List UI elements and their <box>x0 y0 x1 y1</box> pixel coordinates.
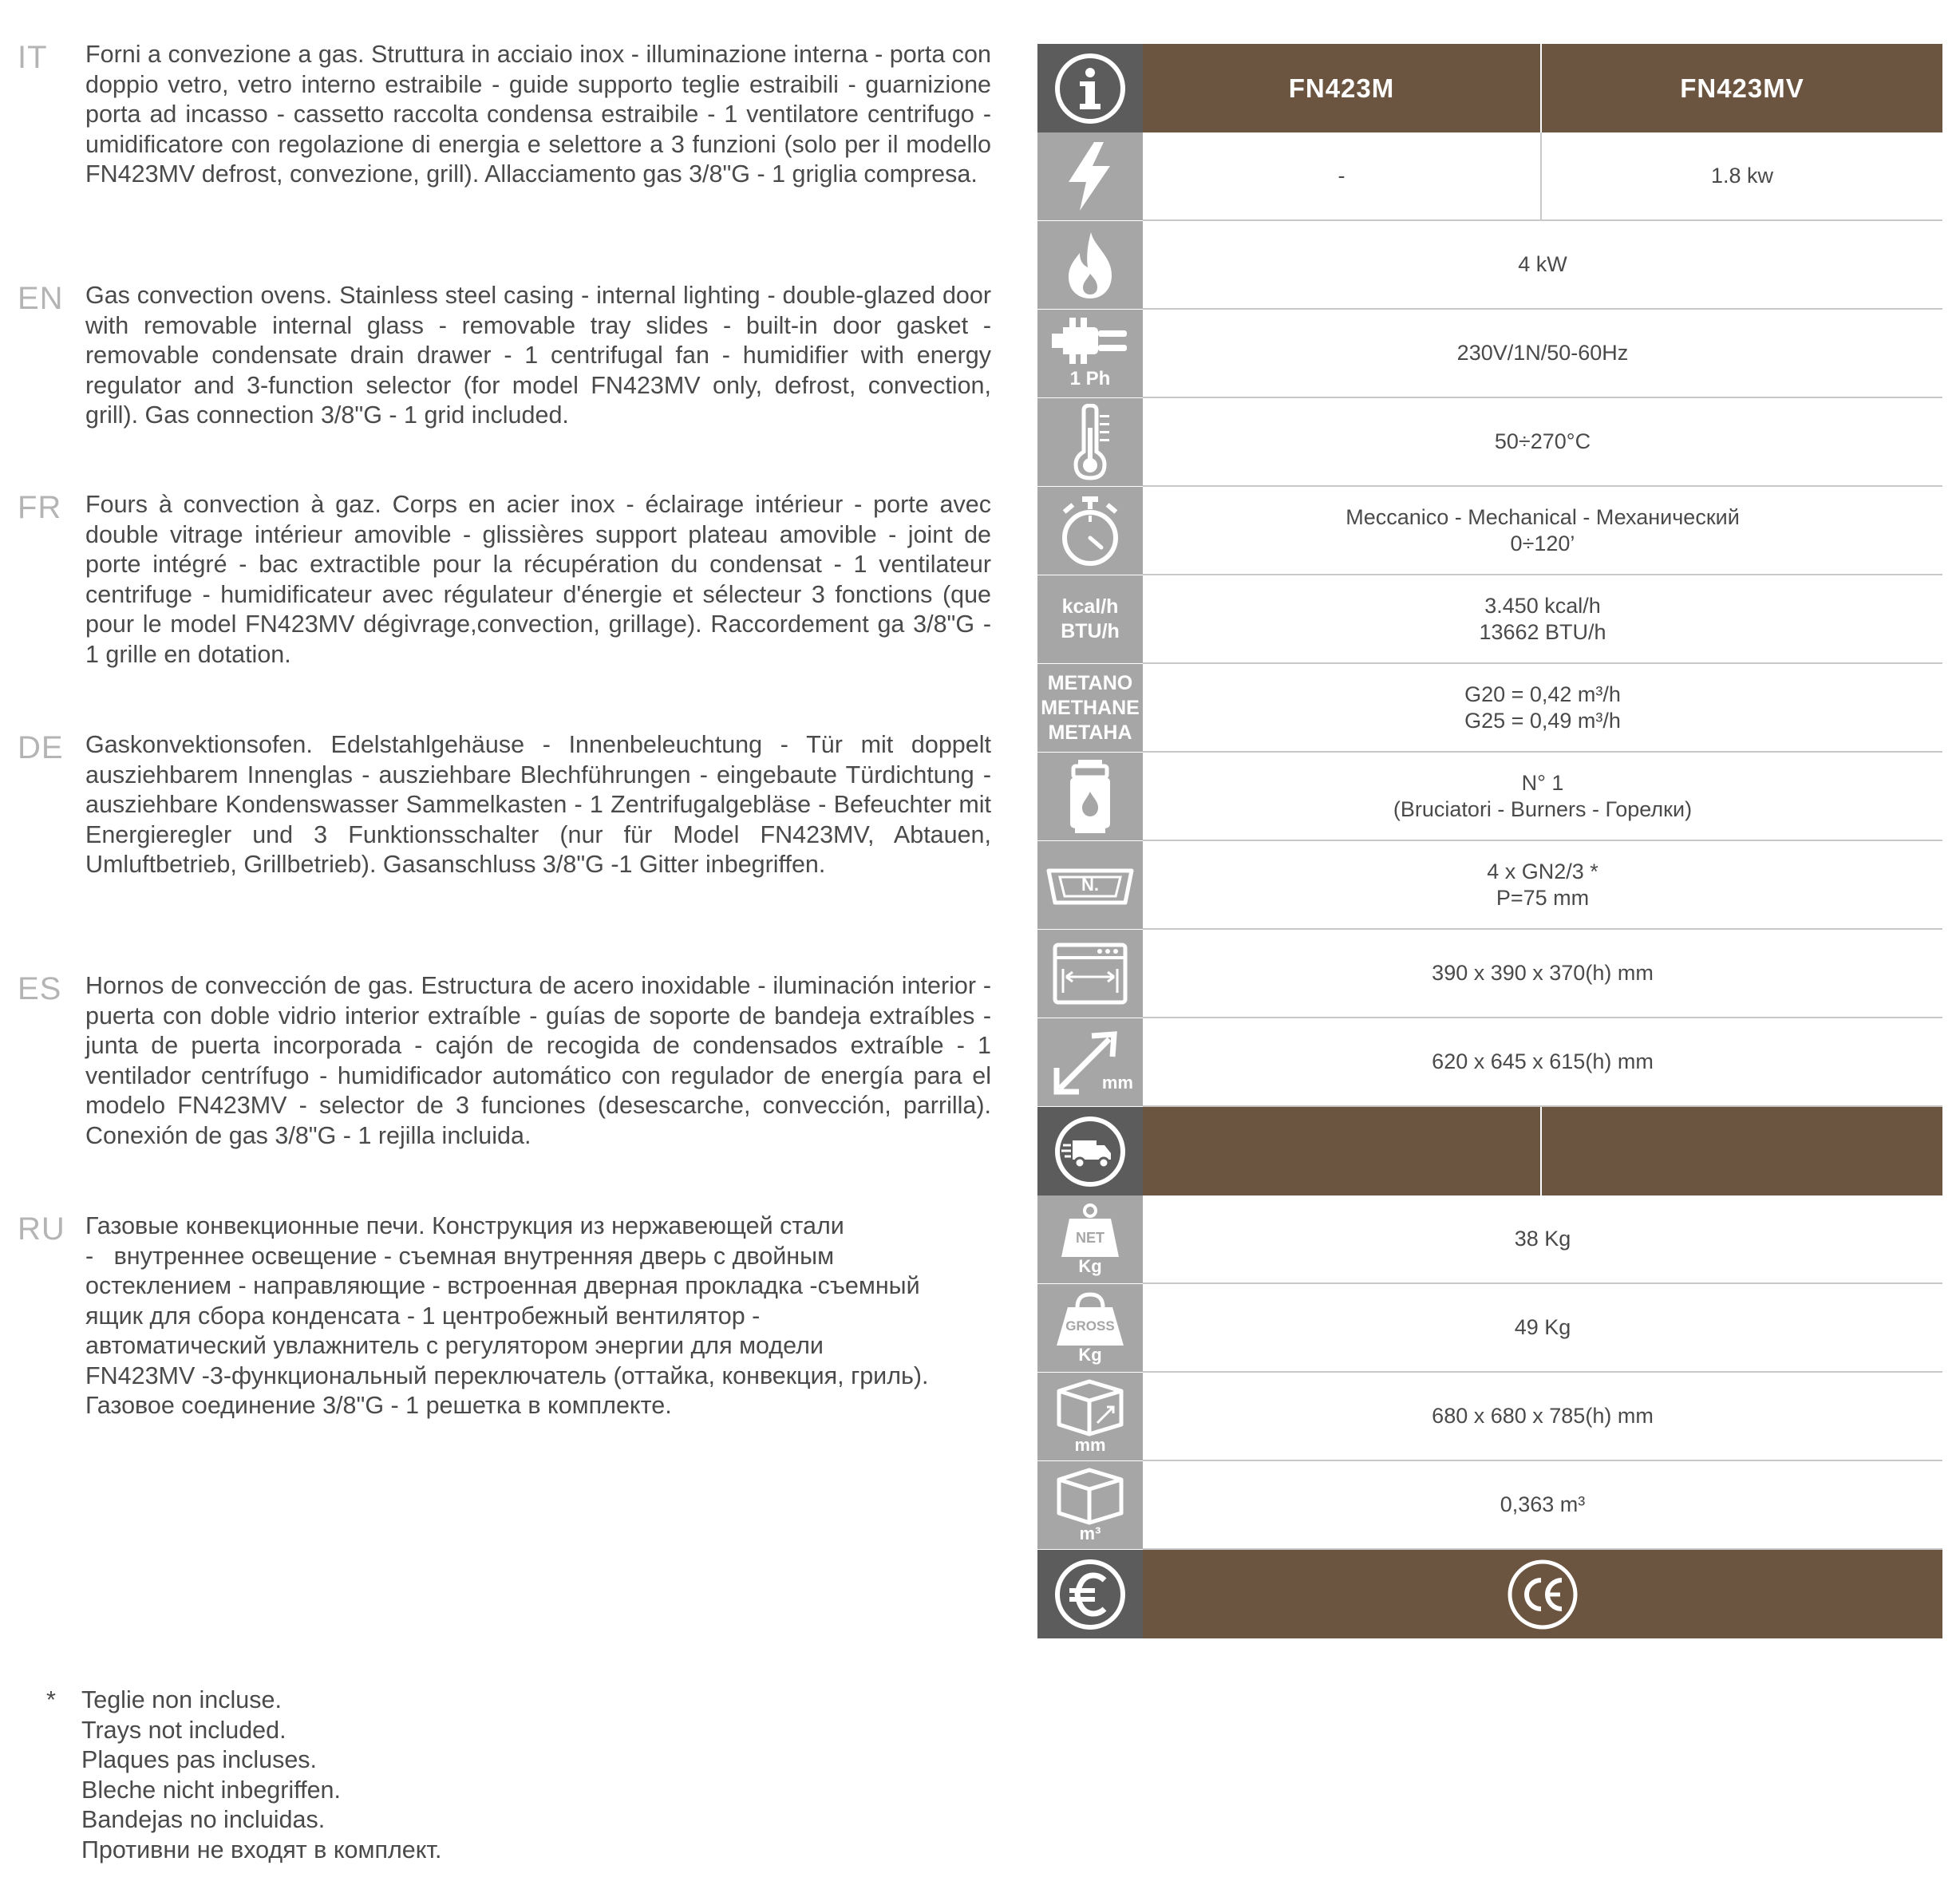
spec-row-package-volume <box>1037 1461 1942 1550</box>
heat-output-value <box>1143 575 1942 664</box>
kg-label: Kg <box>1078 1345 1102 1365</box>
burners-value <box>1143 753 1942 841</box>
trays-capacity: 4 x GN2/3 * <box>1487 859 1598 883</box>
description-fr <box>18 490 991 670</box>
footnote-line: Trays not included. <box>81 1716 286 1744</box>
spec-row-external-size <box>1037 1018 1942 1107</box>
lang-code: ES <box>18 971 62 1006</box>
text-line: автоматический увлажнитель с регулятором энергии для модели <box>85 1332 824 1359</box>
temperature-value: 50÷270°C <box>1143 398 1942 487</box>
description-ru <box>18 1211 991 1421</box>
methane-label-en: METHANE <box>1041 696 1140 719</box>
m3-label: m³ <box>1079 1523 1101 1543</box>
gross-weight-icon <box>1037 1284 1143 1373</box>
trays-pitch: P=75 mm <box>1496 885 1590 910</box>
spec-row-burners <box>1037 753 1942 841</box>
spec-row-trays <box>1037 841 1942 930</box>
lang-code: EN <box>18 281 64 316</box>
description-text: Gaskonvektionsofen. Edelstahlgehäuse - Innenbeleuchtung - Tür mit doppelt ausziehbarem Innenglas - ausziehbare Blechführungen - eingebaute Türdichtung - ausziehbare Kondenswasser Sammelkasten - 1 Zentrifugalgebläse - Befeuchter mit Energieregler und 3 Funktionsschalter (nur für Model FN423MV, Abtauen, Umluftbetrieb, Grillbetrieb). Gasanschluss 3/8"G -1 Gitter inbegriffen. <box>85 731 991 878</box>
description-it <box>18 40 991 190</box>
package-size-value: 680 x 680 x 785(h) mm <box>1143 1373 1942 1461</box>
spec-row-package-size <box>1037 1373 1942 1461</box>
package-size-icon <box>1037 1373 1143 1461</box>
dimensions-arrow-icon <box>1037 1018 1143 1107</box>
shipping-model-1 <box>1143 1107 1542 1195</box>
burners-label: (Bruciatori - Burners - Горелки) <box>1393 796 1693 821</box>
info-icon <box>1037 44 1143 132</box>
footnote-line: Противни не входят в комплект. <box>81 1836 442 1863</box>
oven-chamber-icon <box>1037 930 1143 1018</box>
net-weight-value: 38 Kg <box>1143 1195 1942 1284</box>
description-text <box>85 1211 991 1421</box>
spec-shipping-header-row <box>1037 1107 1942 1195</box>
mm-label: mm <box>1074 1435 1106 1455</box>
spec-row-heat-output <box>1037 575 1942 664</box>
timer-value <box>1143 487 1942 575</box>
burners-count: N° 1 <box>1521 770 1564 795</box>
spec-row-gas-consumption <box>1037 664 1942 753</box>
mm-label: mm <box>1101 1073 1133 1093</box>
footnote-line: Teglie non incluse. <box>81 1686 282 1713</box>
description-es <box>18 971 991 1151</box>
spec-row-gas-power <box>1037 221 1942 310</box>
net-label: NET <box>1076 1230 1104 1246</box>
external-size-value: 620 x 645 x 615(h) mm <box>1143 1018 1942 1107</box>
heat-output-btu: 13662 BTU/h <box>1479 619 1606 644</box>
methane-label-it: METANO <box>1047 671 1133 694</box>
thermometer-icon <box>1037 398 1143 487</box>
lang-code: IT <box>18 40 48 75</box>
text-line: FN423MV -3-функциональный переключатель (оттайка, конвекция, гриль). <box>85 1361 929 1389</box>
text-line: Газовые конвекционные печи. Конструкция из нержавеющей стали <box>85 1212 844 1239</box>
gross-weight-value: 49 Kg <box>1143 1284 1942 1373</box>
lang-code: DE <box>18 730 64 765</box>
tray-icon <box>1037 841 1143 930</box>
heat-output-icon <box>1037 575 1143 664</box>
ce-mark-cell <box>1143 1550 1942 1638</box>
gas-consumption-g20: G20 = 0,42 m³/h <box>1464 682 1621 706</box>
spec-row-net-weight <box>1037 1195 1942 1284</box>
tray-number-label: N. <box>1081 875 1099 895</box>
heat-output-kcal: 3.450 kcal/h <box>1484 593 1601 618</box>
trays-value <box>1143 841 1942 930</box>
text-line: ящик для сбора конденсата - 1 центробежный вентилятор - <box>85 1302 761 1330</box>
spec-table <box>1037 44 1942 1638</box>
description-text: Forni a convezione a gas. Struttura in acciaio inox - illuminazione interna - porta con doppio vetro, vetro interno estraibile - guide supporto teglie estraibili - guarnizione porta ad incasso - cassetto raccolta condensa estraibile - 1 ventilatore centrifugo - umidificatore con regolazione di energia e selettore a 3 funzioni (solo per il modello FN423MV defrost, convezione, grill). Allacciamento gas 3/8"G - 1 griglia compresa. <box>85 41 991 188</box>
text-line: - внутреннее освещение - съемная внутренняя дверь с двойным <box>85 1242 835 1270</box>
spec-row-gross-weight <box>1037 1284 1942 1373</box>
text-line: остеклением - направляющие - встроенная дверная прокладка -съемный <box>85 1272 920 1299</box>
description-text: Gas convection ovens. Stainless steel casing - internal lighting - double-glazed door with removable internal glass - removable tray slides - built-in door gasket - removable condensate drain drawer - 1 centrifugal fan - humidifier with energy regulator and 3-function selector (for model FN423MV only, defrost, convection, grill). Gas connection 3/8"G - 1 grid included. <box>85 282 991 429</box>
methane-label-ru: METAHA <box>1048 721 1132 744</box>
spec-row-chamber-size <box>1037 930 1942 1018</box>
spec-row-power-supply <box>1037 310 1942 398</box>
lightning-icon <box>1037 132 1143 221</box>
package-volume-icon <box>1037 1461 1143 1550</box>
kcal-label: kcal/h <box>1061 595 1119 618</box>
model-2-header: FN423MV <box>1542 44 1942 132</box>
electric-power-model-2: 1.8 kw <box>1542 132 1942 221</box>
footnote-line: Plaques pas incluses. <box>81 1746 318 1773</box>
model-1-header: FN423M <box>1143 44 1542 132</box>
timer-range: 0÷120’ <box>1510 531 1575 555</box>
gas-power-value: 4 kW <box>1143 221 1942 310</box>
plug-icon <box>1037 310 1143 398</box>
footnote-line: Bleche nicht inbegriffen. <box>81 1776 341 1804</box>
description-text: Hornos de convección de gas. Estructura de acero inoxidable - iluminación interior - puerta con doble vidrio interior extraíble - guías de soporte de bandeja extraíbles - junta de puerta incorporada - cajón de recogida de condensados extraíble - 1 ventilador centrífugo - humidificador automático con regulador de energía para el modelo FN423MV - selector de 3 funciones (desescarche, convección, parrilla). Conexión de gas 3/8"G - 1 rejilla incluida. <box>85 972 991 1149</box>
spec-row-temperature <box>1037 398 1942 487</box>
spec-row-timer <box>1037 487 1942 575</box>
description-en <box>18 281 991 431</box>
gross-label: GROSS <box>1065 1318 1115 1334</box>
description-de <box>18 730 991 880</box>
spec-row-electric-power <box>1037 132 1942 221</box>
euro-icon <box>1037 1550 1143 1638</box>
ce-mark-icon <box>1506 1558 1579 1631</box>
footnote-line: Bandejas no incluidas. <box>81 1806 326 1833</box>
kg-label: Kg <box>1078 1256 1102 1276</box>
description-text: Fours à convection à gaz. Corps en acier inox - éclairage intérieur - porte avec double vitrage intérieur amovible - glissières support plateau amovible - joint de porte intégré - bac extractible pour la récupération du condensat - 1 ventilateur centrifuge - humidificateur avec régulateur d'énergie et sélecteur 3 fonctions (que pour le model FN423MV dégivrage,convection, grillage). Raccordement ga 3/8"G - 1 grille en dotation. <box>85 491 991 668</box>
stopwatch-icon <box>1037 487 1143 575</box>
lang-code: FR <box>18 490 62 525</box>
flame-icon <box>1037 221 1143 310</box>
text-line: Газовое соединение 3/8"G - 1 решетка в комплекте. <box>85 1392 672 1419</box>
power-supply-value: 230V/1N/50-60Hz <box>1143 310 1942 398</box>
footnote <box>46 1686 442 1865</box>
footnote-marker: * <box>46 1686 56 1713</box>
delivery-truck-icon <box>1037 1107 1143 1195</box>
spec-footer-row <box>1037 1550 1942 1638</box>
shipping-model-2 <box>1542 1107 1942 1195</box>
timer-type: Meccanico - Mechanical - Механический <box>1346 504 1740 529</box>
lang-code: RU <box>18 1211 65 1247</box>
electric-power-model-1: - <box>1143 132 1542 221</box>
btu-label: BTU/h <box>1061 620 1120 642</box>
chamber-size-value: 390 x 390 x 370(h) mm <box>1143 930 1942 1018</box>
methane-icon <box>1037 664 1143 753</box>
phase-label: 1 Ph <box>1069 368 1111 389</box>
gas-consumption-g25: G25 = 0,49 m³/h <box>1464 708 1621 733</box>
net-weight-icon <box>1037 1195 1143 1284</box>
gas-bottle-icon <box>1037 753 1143 841</box>
spec-header-row <box>1037 44 1942 132</box>
package-volume-value: 0,363 m³ <box>1143 1461 1942 1550</box>
gas-consumption-value <box>1143 664 1942 753</box>
